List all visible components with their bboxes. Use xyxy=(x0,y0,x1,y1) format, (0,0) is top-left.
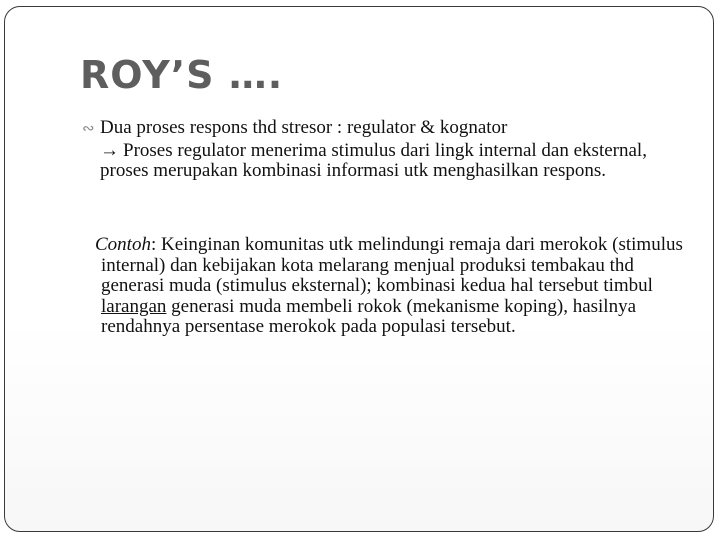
example-underlined-word: larangan xyxy=(101,295,167,317)
sub-point xyxy=(100,141,690,181)
example-text-after: generasi muda membeli rokok (mekanisme koping), hasilnya rendahnya persentase merokok pada populasi tersebut. xyxy=(101,295,637,337)
sub-point-text: Proses regulator menerima stimulus dari lingk internal dan eksternal, proses merupakan kombinasi informasi utk menghasilkan respons. xyxy=(100,140,647,181)
arrow-right-icon: → xyxy=(100,140,119,161)
example-body xyxy=(95,235,685,338)
bullet-item xyxy=(82,117,507,140)
bullet-text: Dua proses respons thd stresor : regulator & kognator xyxy=(100,117,508,138)
example-paragraph xyxy=(95,235,685,338)
slide-title: ROY’S …. xyxy=(80,53,284,97)
wave-bullet-icon: ∾ xyxy=(82,121,95,137)
example-text-before: : Keinginan komunitas utk melindungi remaja dari merokok (stimulus internal) dan kebijakan kota melarang menjual produksi tembakau thd generasi muda (stimulus eksternal); kombinasi kedua hal tersebut timbul xyxy=(101,234,683,296)
example-label: Contoh xyxy=(95,234,151,255)
